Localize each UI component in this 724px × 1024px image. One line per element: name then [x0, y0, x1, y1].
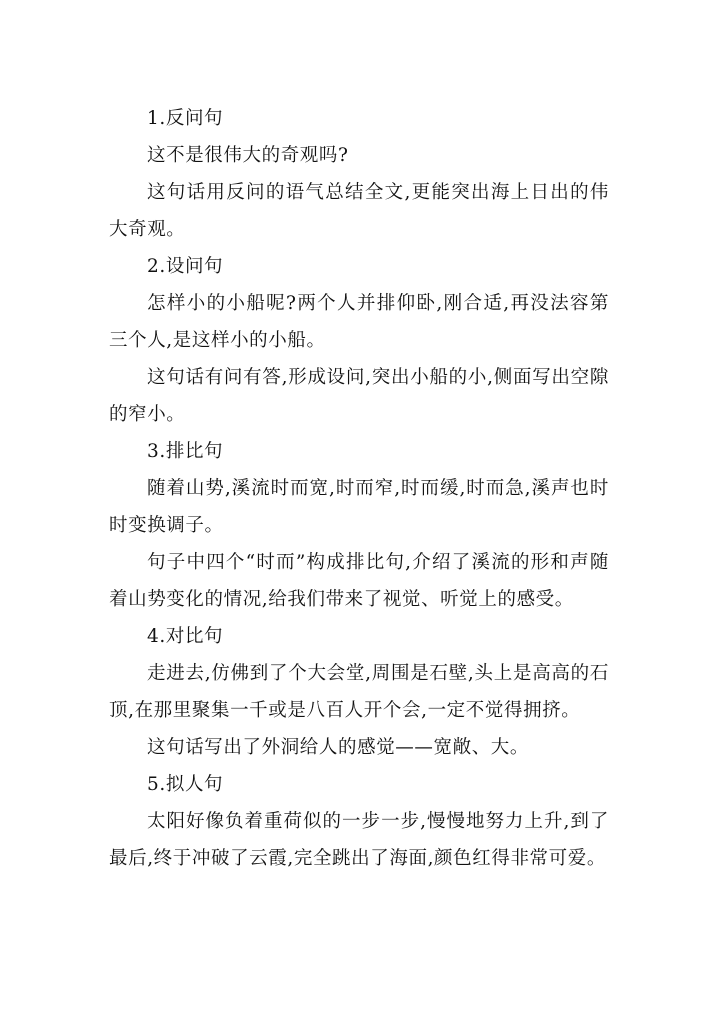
section-heading-contrast: 4.对比句 — [147, 626, 224, 647]
section-explanation-rhetorical-question: 这句话用反问的语气总结全文,更能突出海上日出的伟大奇观。 — [109, 182, 609, 240]
section-explanation-contrast: 这句话写出了外洞给人的感觉——宽敞、大。 — [147, 737, 530, 758]
section-example-rhetorical-question: 这不是很伟大的奇观吗? — [147, 145, 349, 166]
document-body — [109, 100, 609, 877]
section-example-contrast: 走进去,仿佛到了个大会堂,周围是石壁,头上是高高的石顶,在那里聚集一千或是八百人开个会,一定不觉得拥挤。 — [109, 663, 609, 721]
section-explanation-self-answered-question: 这句话有问有答,形成设问,突出小船的小,侧面写出空隙的窄小。 — [109, 367, 609, 425]
section-example-parallelism: 随着山势,溪流时而宽,时而窄,时而缓,时而急,溪声也时时变换调子。 — [109, 478, 609, 536]
section-explanation-parallelism: 句子中四个“时而”构成排比句,介绍了溪流的形和声随着山势变化的情况,给我们带来了视觉、听觉上的感受。 — [109, 552, 609, 610]
section-heading-self-answered-question: 2.设问句 — [147, 256, 224, 277]
section-example-self-answered-question: 怎样小的小船呢?两个人并排仰卧,刚合适,再没法容第三个人,是这样小的小船。 — [109, 293, 609, 351]
section-heading-personification: 5.拟人句 — [147, 774, 224, 795]
section-heading-parallelism: 3.排比句 — [147, 441, 224, 462]
section-example-personification: 太阳好像负着重荷似的一步一步,慢慢地努力上升,到了最后,终于冲破了云霞,完全跳出了海面,颜色红得非常可爱。 — [109, 811, 609, 869]
section-heading-rhetorical-question: 1.反问句 — [147, 108, 224, 129]
